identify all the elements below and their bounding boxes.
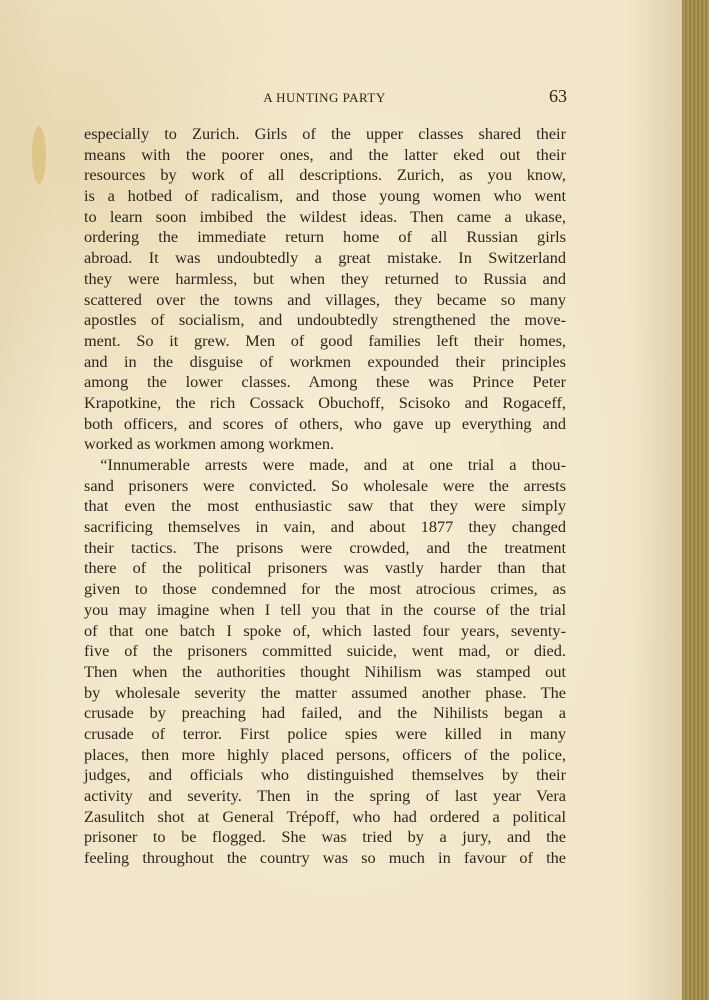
text-line: you may imagine when I tell you that in the course of the trial: [84, 599, 566, 619]
text-line: scattered over the towns and villages, they became so many: [84, 289, 566, 309]
text-line: feeling throughout the country was so much in favour of the: [84, 848, 566, 868]
page-edges: [682, 0, 709, 1000]
text-line: they were harmless, but when they returned to Russia and: [84, 268, 566, 288]
text-line: “Innumerable arrests were made, and at one trial a thou-: [100, 455, 566, 474]
text-line: given to those condemned for the most atrocious crimes, as: [84, 579, 566, 599]
running-head: A HUNTING PARTY: [263, 90, 386, 105]
text-line: Then when the authorities thought Nihilism was stamped out: [84, 661, 566, 681]
text-line: judges, and officials who distinguished themselves by their: [84, 765, 566, 785]
text-line: ment. So it grew. Men of good families left their homes,: [84, 330, 566, 350]
page-stain: [32, 126, 46, 184]
text-line: ordering the immediate return home of all Russian girls: [84, 227, 566, 247]
text-line: both officers, and scores of others, who gave up everything and: [84, 413, 566, 433]
text-line: crusade by preaching had failed, and the Nihilists began a: [84, 703, 566, 723]
page-header: [82, 86, 567, 112]
text-line: means with the poorer ones, and the latter eked out their: [84, 144, 566, 164]
text-line: Krapotkine, the rich Cossack Obuchoff, Scisoko and Rogaceff,: [84, 392, 566, 412]
text-line: and in the disguise of workmen expounded their principles: [84, 351, 566, 371]
text-line: prisoner to be flogged. She was tried by a jury, and the: [84, 827, 566, 847]
text-line: activity and severity. Then in the spring of last year Vera: [84, 786, 566, 805]
text-line: is a hotbed of radicalism, and those young women who went: [84, 186, 566, 206]
text-line: crusade of terror. First police spies were killed in many: [84, 723, 566, 743]
text-line: their tactics. The prisons were crowded, and the treatment: [84, 537, 566, 557]
body-text: [84, 124, 566, 869]
text-line: places, then more highly placed persons, officers of the police,: [84, 744, 566, 764]
text-line: of that one batch I spoke of, which lasted four years, seventy-: [84, 620, 566, 640]
text-line: especially to Zurich. Girls of the upper classes shared their: [84, 124, 566, 143]
text-line: sacrificing themselves in vain, and about 1877 they changed: [84, 517, 566, 537]
text-line: worked as workmen among workmen.: [84, 434, 335, 454]
text-line: to learn soon imbibed the wildest ideas. Then came a ukase,: [84, 206, 566, 226]
text-line: that even the most enthusiastic saw that they were simply: [84, 496, 566, 516]
text-line: five of the prisoners committed suicide, went mad, or died.: [84, 641, 566, 661]
page-number: 63: [549, 86, 567, 106]
text-line: Zasulitch shot at General Trépoff, who had ordered a political: [84, 806, 566, 826]
text-line: by wholesale severity the matter assumed another phase. The: [84, 682, 566, 702]
text-line: resources by work of all descriptions. Zurich, as you know,: [84, 165, 566, 185]
text-line: there of the political prisoners was vastly harder than that: [84, 558, 566, 578]
text-line: among the lower classes. Among these was Prince Peter: [84, 372, 566, 392]
text-line: sand prisoners were convicted. So wholesale were the arrests: [84, 475, 566, 495]
text-line: abroad. It was undoubtedly a great mistake. In Switzerland: [84, 248, 566, 268]
text-line: apostles of socialism, and undoubtedly strengthened the move-: [84, 310, 566, 330]
